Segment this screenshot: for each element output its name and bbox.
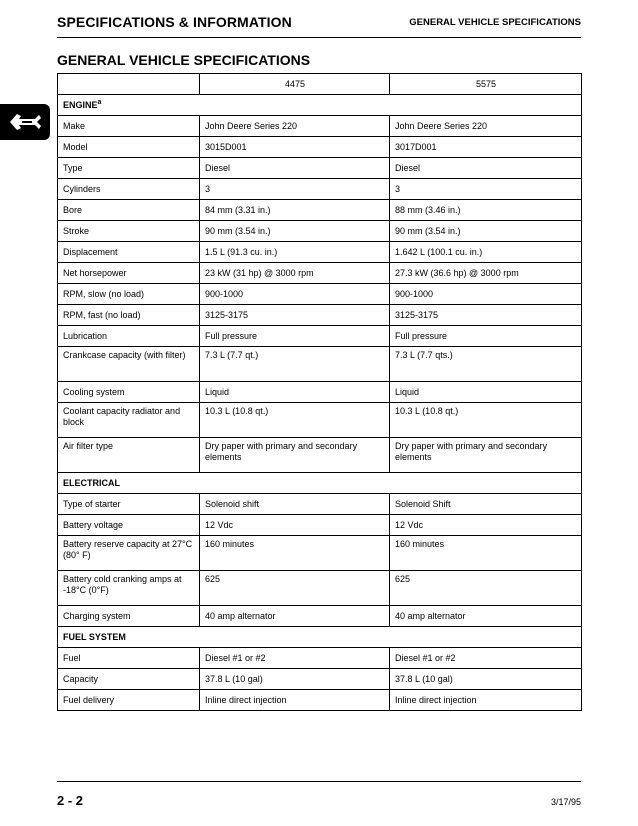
spec-label-cell: Battery reserve capacity at 27°C (80° F) (58, 536, 200, 571)
spec-label-cell: Air filter type (58, 438, 200, 473)
spec-label-cell: Capacity (58, 669, 200, 690)
page-title: GENERAL VEHICLE SPECIFICATIONS (57, 52, 311, 68)
table-row (58, 403, 582, 438)
section-heading-label: ELECTRICAL (63, 477, 120, 488)
model-b-value-cell: 160 minutes (390, 536, 582, 571)
model-b-value-cell: 1.642 L (100.1 cu. in.) (390, 242, 582, 263)
table-row (58, 200, 582, 221)
section-row-electrical (58, 473, 582, 494)
model-b-value-cell: 37.8 L (10 gal) (390, 669, 582, 690)
model-a-value-cell: Inline direct injection (200, 690, 390, 711)
model-b-value-cell: 10.3 L (10.8 qt.) (390, 403, 582, 438)
chapter-header-title: GENERAL VEHICLE SPECIFICATIONS (409, 17, 581, 28)
model-b-value-cell: 40 amp alternator (390, 606, 582, 627)
spec-label-cell: Model (58, 137, 200, 158)
revision-date: 3/17/95 (550, 797, 581, 807)
model-b-value-cell: Liquid (390, 382, 582, 403)
table-row (58, 305, 582, 326)
model-b-value-cell: Diesel (390, 158, 582, 179)
page-number: 2 - 2 (57, 793, 84, 808)
table-row (58, 690, 582, 711)
table-row (58, 347, 582, 382)
spec-label-cell: Net horsepower (58, 263, 200, 284)
table-row (58, 382, 582, 403)
section-heading-label: ENGINE (63, 99, 98, 110)
column-header-model-b: 5575 (390, 74, 582, 95)
model-b-value-cell: 12 Vdc (390, 515, 582, 536)
table-row (58, 438, 582, 473)
section-heading (58, 627, 582, 648)
spec-label-cell: Type (58, 158, 200, 179)
table-row (58, 326, 582, 347)
table-row (58, 284, 582, 305)
model-b-value-cell: 90 mm (3.54 in.) (390, 221, 582, 242)
spec-label-cell: RPM, slow (no load) (58, 284, 200, 305)
spec-label-cell: Cylinders (58, 179, 200, 200)
model-a-value-cell: 3015D001 (200, 137, 390, 158)
spec-label-cell: Lubrication (58, 326, 200, 347)
table-row (58, 571, 582, 606)
spec-label-cell: Coolant capacity radiator and block (58, 403, 200, 438)
section-heading (58, 473, 582, 494)
model-a-value-cell: 7.3 L (7.7 qt.) (200, 347, 390, 382)
table-row (58, 536, 582, 571)
table-row (58, 648, 582, 669)
table-row (58, 158, 582, 179)
model-a-value-cell: 10.3 L (10.8 qt.) (200, 403, 390, 438)
model-b-value-cell: 900-1000 (390, 284, 582, 305)
model-a-value-cell: John Deere Series 220 (200, 116, 390, 137)
column-header-blank (58, 74, 200, 95)
table-row (58, 179, 582, 200)
header-divider (57, 37, 581, 38)
table-row (58, 494, 582, 515)
model-b-value-cell: 3 (390, 179, 582, 200)
spec-label-cell: Battery cold cranking amps at -18°C (0°F) (58, 571, 200, 606)
model-a-value-cell: 12 Vdc (200, 515, 390, 536)
spec-label-cell: Make (58, 116, 200, 137)
model-a-value-cell: 3 (200, 179, 390, 200)
spec-label-cell: Displacement (58, 242, 200, 263)
model-b-value-cell: Inline direct injection (390, 690, 582, 711)
model-b-value-cell: 3125-3175 (390, 305, 582, 326)
model-a-value-cell: Full pressure (200, 326, 390, 347)
table-row (58, 137, 582, 158)
model-a-value-cell: 160 minutes (200, 536, 390, 571)
spec-label-cell: Bore (58, 200, 200, 221)
spec-label-cell: Battery voltage (58, 515, 200, 536)
model-b-value-cell: 7.3 L (7.7 qts.) (390, 347, 582, 382)
footnote-marker: a (97, 98, 102, 106)
table-row (58, 116, 582, 137)
model-a-value-cell: Liquid (200, 382, 390, 403)
footer-divider (57, 781, 581, 782)
model-b-value-cell: 27.3 kW (36.6 hp) @ 3000 rpm (390, 263, 582, 284)
table-row (58, 263, 582, 284)
model-b-value-cell: 3017D001 (390, 137, 582, 158)
section-header-title: SPECIFICATIONS & INFORMATION (57, 14, 292, 30)
table-row (58, 221, 582, 242)
column-header-model-a: 4475 (200, 74, 390, 95)
model-b-value-cell: 88 mm (3.46 in.) (390, 200, 582, 221)
model-b-value-cell: 625 (390, 571, 582, 606)
spec-label-cell: Crankcase capacity (with filter) (58, 347, 200, 382)
model-a-value-cell: 90 mm (3.54 in.) (200, 221, 390, 242)
model-a-value-cell: 23 kW (31 hp) @ 3000 rpm (200, 263, 390, 284)
model-b-value-cell: John Deere Series 220 (390, 116, 582, 137)
model-a-value-cell: 3125-3175 (200, 305, 390, 326)
spec-label-cell: Charging system (58, 606, 200, 627)
specifications-table-body (58, 74, 582, 711)
model-a-value-cell: 40 amp alternator (200, 606, 390, 627)
section-tab (0, 104, 50, 140)
model-b-value-cell: Solenoid Shift (390, 494, 582, 515)
section-heading-label: FUEL SYSTEM (63, 631, 126, 642)
section-row-fuel (58, 627, 582, 648)
table-row (58, 515, 582, 536)
model-a-value-cell: 900-1000 (200, 284, 390, 305)
model-b-value-cell: Dry paper with primary and secondary elements (390, 438, 582, 473)
model-a-value-cell: Diesel #1 or #2 (200, 648, 390, 669)
model-a-value-cell: Diesel (200, 158, 390, 179)
specifications-table (57, 73, 582, 711)
section-heading (58, 95, 582, 116)
model-b-value-cell: Diesel #1 or #2 (390, 648, 582, 669)
model-a-value-cell: 625 (200, 571, 390, 606)
table-row (58, 606, 582, 627)
spec-label-cell: RPM, fast (no load) (58, 305, 200, 326)
model-b-value-cell: Full pressure (390, 326, 582, 347)
model-a-value-cell: 37.8 L (10 gal) (200, 669, 390, 690)
model-a-value-cell: 1.5 L (91.3 cu. in.) (200, 242, 390, 263)
wrench-icon (8, 110, 42, 134)
model-a-value-cell: Dry paper with primary and secondary elements (200, 438, 390, 473)
spec-label-cell: Fuel delivery (58, 690, 200, 711)
spec-label-cell: Type of starter (58, 494, 200, 515)
spec-label-cell: Fuel (58, 648, 200, 669)
table-row (58, 669, 582, 690)
table-header-row (58, 74, 582, 95)
spec-label-cell: Stroke (58, 221, 200, 242)
model-a-value-cell: Solenoid shift (200, 494, 390, 515)
section-row-engine (58, 95, 582, 116)
table-row (58, 242, 582, 263)
spec-label-cell: Cooling system (58, 382, 200, 403)
model-a-value-cell: 84 mm (3.31 in.) (200, 200, 390, 221)
